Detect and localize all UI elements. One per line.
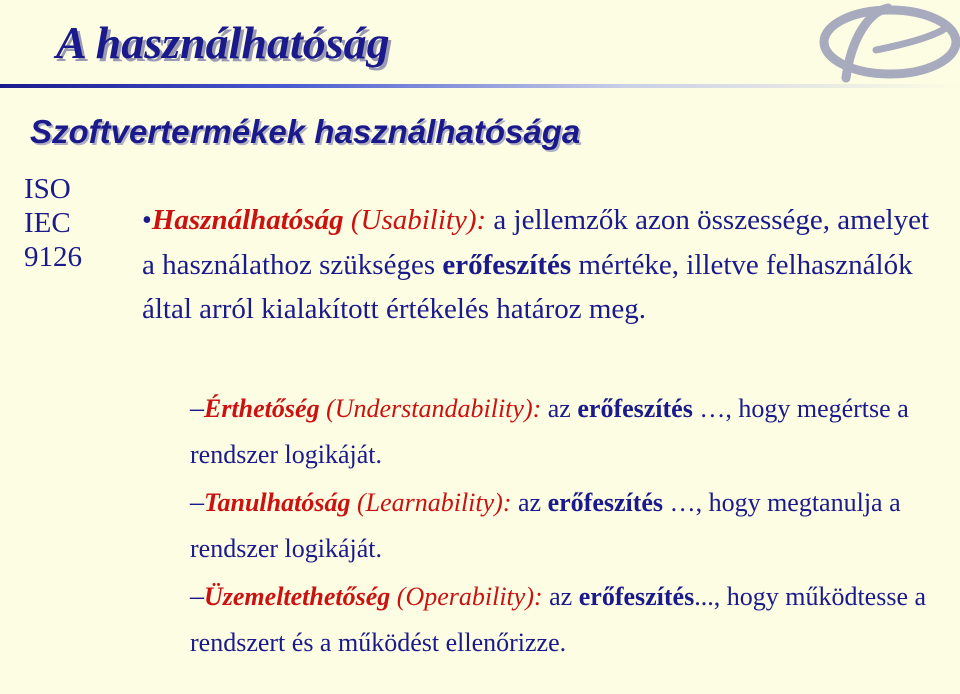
subitem-text: az <box>542 582 579 611</box>
subitem-bold: erőfeszítés <box>578 582 695 611</box>
subitem-bold: erőfeszítés <box>577 394 693 423</box>
definition-bold: erőfeszítés <box>442 249 572 281</box>
subitem-text: az <box>511 488 548 517</box>
slide-subtitle: Szoftvertermékek használhatósága <box>30 113 581 150</box>
main-definition <box>142 198 942 331</box>
subitem-text: az <box>541 394 578 423</box>
subitem-term: Érthetőség <box>204 394 320 423</box>
subitem-understandability <box>190 386 950 478</box>
subitem-bold: erőfeszítés <box>547 488 664 517</box>
subitem-text: ..., hogy működtesse a rendszert és a működést ellenőrizze. <box>190 582 927 657</box>
subitem-term: Tanulhatóság <box>204 488 351 517</box>
dash-icon: – <box>190 393 204 424</box>
standard-label <box>24 172 82 274</box>
subitem-term-english: (Operability): <box>396 582 543 611</box>
subitem-term-english: (Learnability): <box>356 488 512 517</box>
standard-line: IEC <box>24 207 71 239</box>
subitem-text: …, hogy megértse a rendszer logikáját. <box>190 394 909 469</box>
standard-line: ISO <box>24 173 71 205</box>
definition-term-english: (Usability): <box>350 204 487 236</box>
subitem-learnability <box>190 480 950 572</box>
subitem-operability <box>190 574 950 666</box>
subitem-text: …, hogy megtanulja a rendszer logikáját. <box>190 488 901 563</box>
dash-icon: – <box>190 487 204 518</box>
subitem-term-english: (Understandability): <box>326 394 542 423</box>
bullet-icon: • <box>142 205 152 236</box>
definition-text: mértéke, illetve felhasználók által arról kialakított értékelés határoz meg. <box>142 249 913 325</box>
stylized-logo-icon <box>806 0 960 88</box>
page-title: A használhatóság <box>56 17 390 68</box>
dash-icon: – <box>190 581 204 612</box>
definition-term: Használhatóság <box>151 204 344 236</box>
subitem-term: Üzemeltethetőség <box>204 582 391 611</box>
standard-line: 9126 <box>24 241 82 273</box>
definition-text: a jellemzők azon összessége, amelyet a használathoz szükséges <box>142 204 930 281</box>
